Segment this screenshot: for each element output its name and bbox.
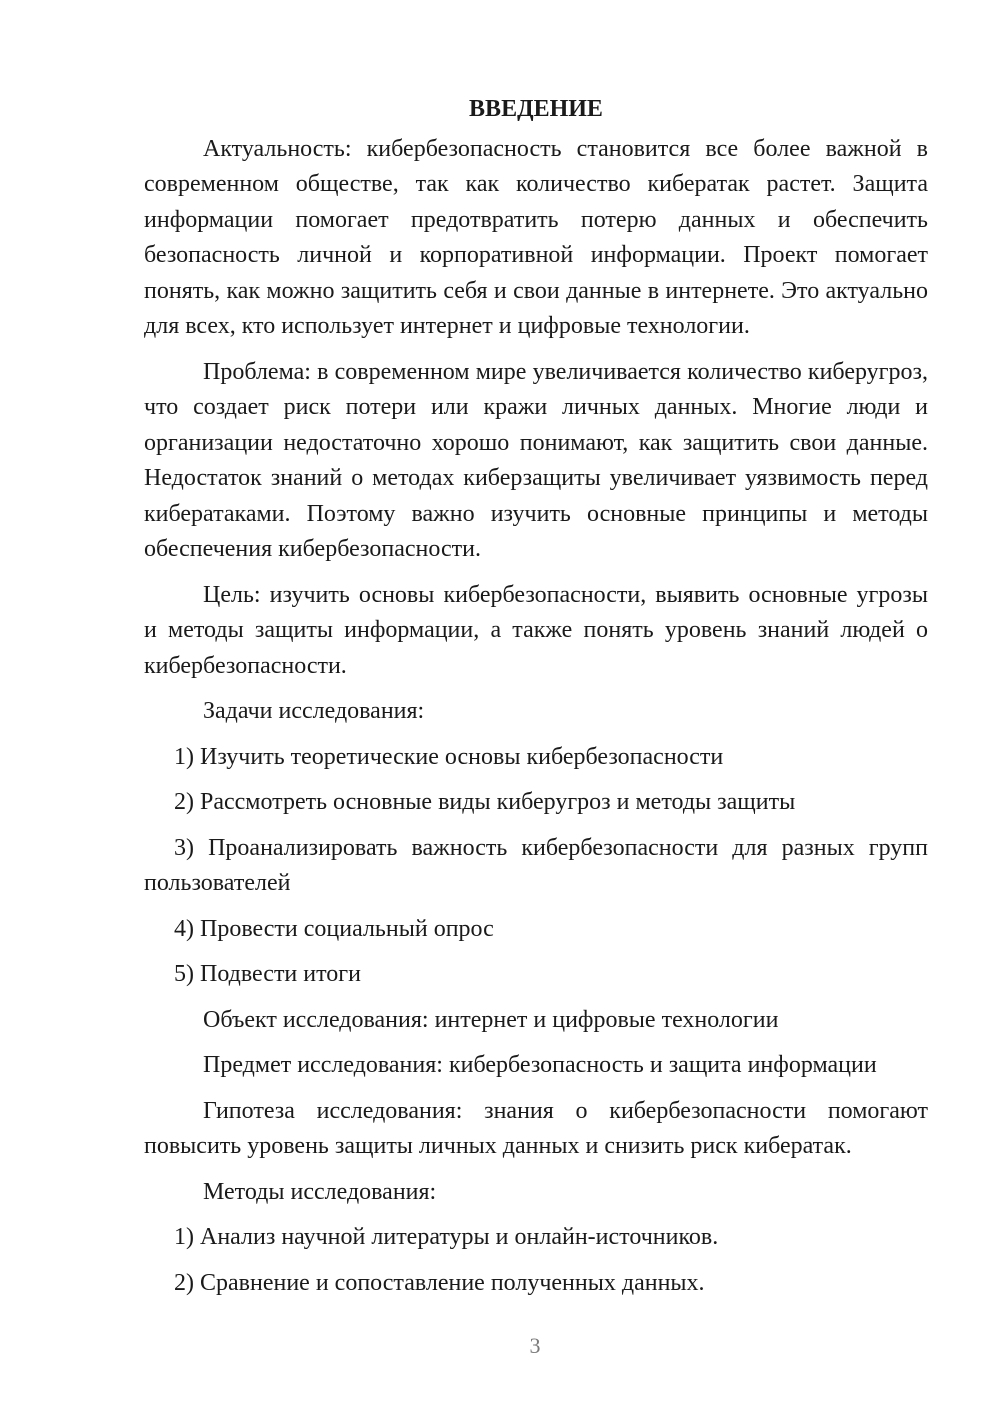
- hypothesis-paragraph: Гипотеза исследования: знания о кибербезопасности помогают повысить уровень защиты личных данных и снизить риск кибератак.: [144, 1097, 928, 1159]
- object-paragraph: Объект исследования: интернет и цифровые технологии: [203, 1006, 779, 1033]
- task-item-3: 3) Проанализировать важность кибербезопасности для разных групп пользователей: [144, 834, 928, 896]
- task-item-2: 2) Рассмотреть основные виды киберугроз и методы защиты: [174, 789, 796, 815]
- page-number: 3: [529, 1333, 541, 1358]
- task-item-4: 4) Провести социальный опрос: [174, 915, 494, 942]
- method-item-1: 1) Анализ научной литературы и онлайн-источников.: [174, 1224, 719, 1250]
- tasks-heading: Задачи исследования:: [203, 698, 425, 724]
- relevance-paragraph: Актуальность: кибербезопасность становится все более важной в современном обществе, так как количество кибератак растет. Защита информации помогает предотвратить потерю данных и обеспечить безопасность личной и корпоративной информации. Проект помогает понять, как можно защитить себя и свои данные в интернете. Это актуально для всех, кто использует интернет и цифровые технологии.: [144, 135, 928, 339]
- methods-heading: Методы исследования:: [203, 1178, 437, 1205]
- task-item-5: 5) Подвести итоги: [174, 961, 361, 987]
- subject-paragraph: Предмет исследования: кибербезопасность и защита информации: [203, 1052, 877, 1078]
- problem-paragraph: Проблема: в современном мире увеличивается количество киберугроз, что создает риск потери или кражи личных данных. Многие люди и организации недостаточно хорошо понимают, как защитить свои данные. Недостаток знаний о методах киберзащиты увеличивает уязвимость перед кибератаками. Поэтому важно изучить основные принципы и методы обеспечения кибербезопасности.: [144, 358, 928, 562]
- section-heading: ВВЕДЕНИЕ: [469, 96, 603, 122]
- page-content: [144, 92, 928, 1311]
- goal-paragraph: Цель: изучить основы кибербезопасности, выявить основные угрозы и методы защиты информации, а также понять уровень знаний людей о кибербезопасности.: [144, 581, 928, 679]
- task-item-1: 1) Изучить теоретические основы кибербезопасности: [174, 743, 724, 770]
- method-item-2: 2) Сравнение и сопоставление полученных данных.: [174, 1269, 705, 1296]
